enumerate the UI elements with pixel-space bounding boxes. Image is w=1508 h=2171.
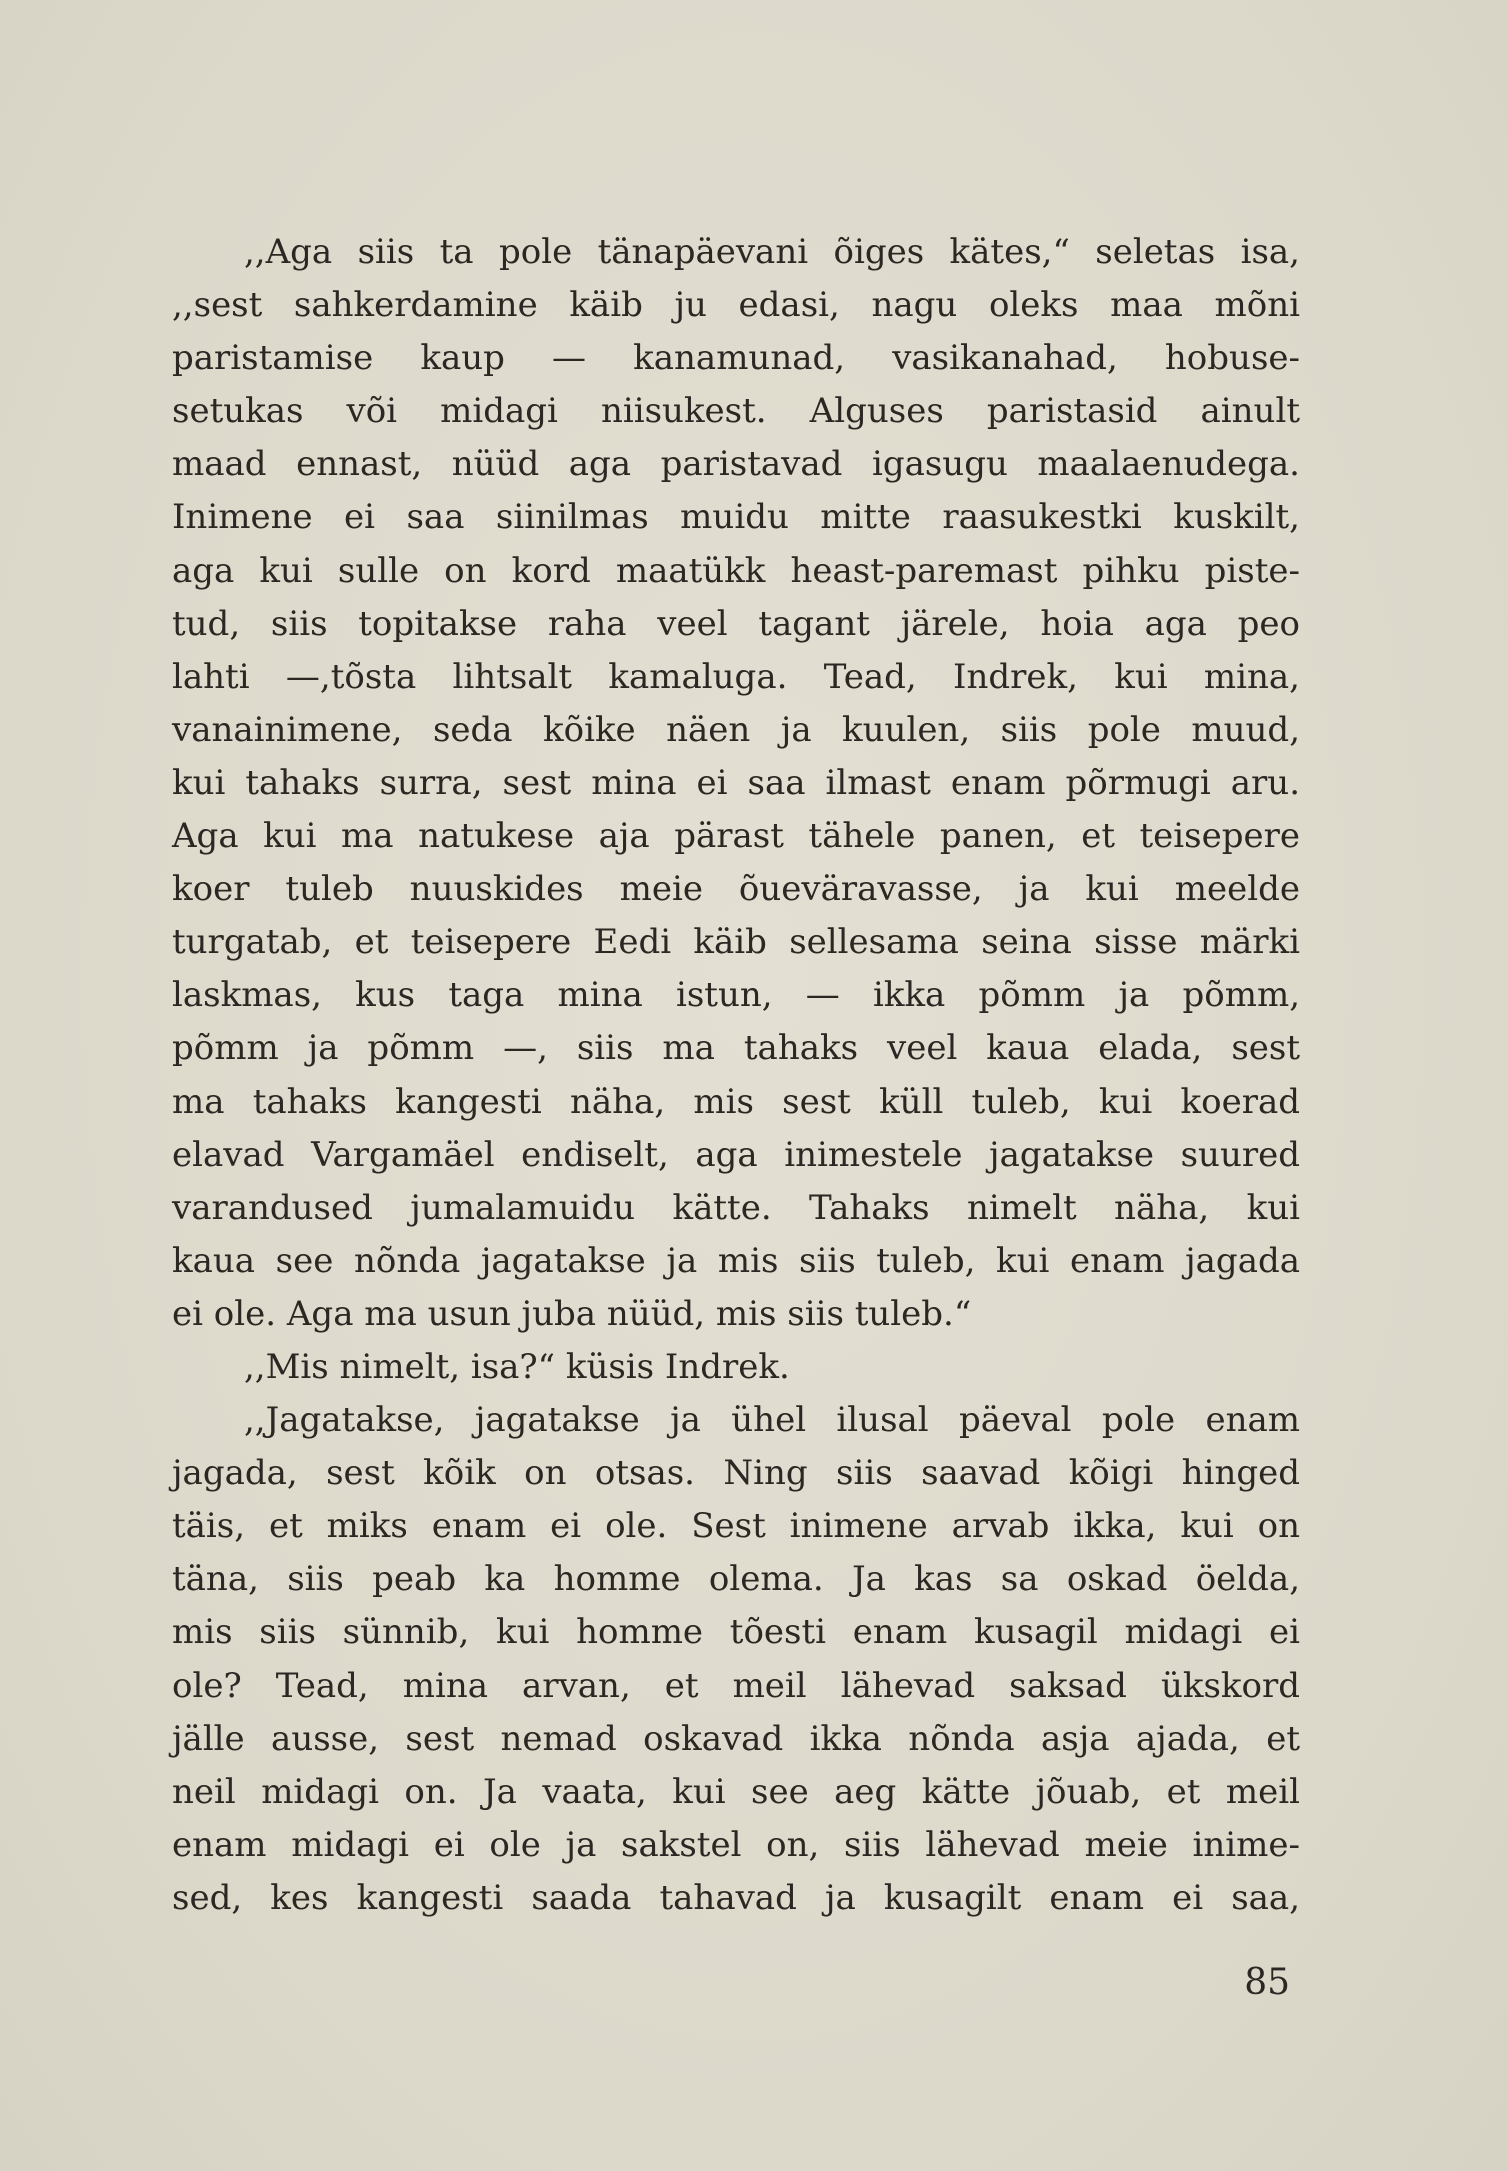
text-line: turgatab, et teisepere Eedi käib sellesama seina sisse märki	[172, 922, 1300, 963]
text-line: ,,Aga siis ta pole tänapäevani õiges kätes,“ seletas isa,	[244, 232, 1300, 272]
body-text	[172, 226, 1300, 1925]
text-line: põmm ja põmm —, siis ma tahaks veel kaua elada, sest	[172, 1028, 1300, 1069]
text-line: enam midagi ei ole ja sakstel on, siis lähevad meie inime-	[172, 1824, 1300, 1865]
text-line: kaua see nõnda jagatakse ja mis siis tuleb, kui enam jagada	[172, 1240, 1300, 1281]
text-line: tud, siis topitakse raha veel tagant järele, hoia aga peo	[172, 603, 1300, 644]
text-line: täna, siis peab ka homme olema. Ja kas sa oskad öelda,	[172, 1559, 1300, 1600]
text-line: mis siis sünnib, kui homme tõesti enam kusagil midagi ei	[172, 1612, 1300, 1653]
text-line: setukas või midagi niisukest. Alguses paristasid ainult	[172, 391, 1300, 432]
text-line: aga kui sulle on kord maatükk heast-paremast pihku piste-	[172, 550, 1300, 591]
text-line: täis, et miks enam ei ole. Sest inimene arvab ikka, kui on	[172, 1506, 1300, 1547]
text-line: sed, kes kangesti saada tahavad ja kusagilt enam ei saa,	[172, 1877, 1300, 1918]
text-line: Inimene ei saa siinilmas muidu mitte raasukestki kuskilt,	[172, 497, 1300, 538]
text-line: ,,sest sahkerdamine käib ju edasi, nagu oleks maa mõni	[172, 285, 1300, 326]
text-line: jagada, sest kõik on otsas. Ning siis saavad kõigi hinged	[172, 1453, 1300, 1494]
text-line: ,,Jagatakse, jagatakse ja ühel ilusal päeval pole enam	[244, 1400, 1300, 1441]
text-line: jälle ausse, sest nemad oskavad ikka nõnda asja ajada, et	[172, 1718, 1300, 1759]
text-line: varandused jumalamuidu kätte. Tahaks nimelt näha, kui	[172, 1187, 1300, 1228]
text-line: Aga kui ma natukese aja pärast tähele panen, et teisepere	[172, 816, 1300, 857]
page-number: 85	[1244, 1962, 1290, 2003]
text-line: kui tahaks surra, sest mina ei saa ilmast enam põrmugi aru.	[172, 762, 1300, 803]
text-line: vanainimene, seda kõike näen ja kuulen, siis pole muud,	[172, 709, 1300, 750]
text-line: ma tahaks kangesti näha, mis sest küll tuleb, kui koerad	[172, 1081, 1300, 1122]
text-line: ,,Mis nimelt, isa?“ küsis Indrek.	[244, 1346, 790, 1387]
text-line: paristamise kaup — kanamunad, vasikanahad, hobuse-	[172, 338, 1300, 379]
text-line: maad ennast, nüüd aga paristavad igasugu maalaenudega.	[172, 444, 1300, 485]
text-line: elavad Vargamäel endiselt, aga inimestele jagatakse suured	[172, 1134, 1300, 1175]
text-line: lahti —,tõsta lihtsalt kamaluga. Tead, Indrek, kui mina,	[172, 656, 1300, 697]
text-line: koer tuleb nuuskides meie õueväravasse, ja kui meelde	[172, 869, 1300, 910]
text-line: ole? Tead, mina arvan, et meil lähevad saksad ükskord	[172, 1665, 1300, 1706]
text-line: neil midagi on. Ja vaata, kui see aeg kätte jõuab, et meil	[172, 1771, 1300, 1812]
text-line: ei ole. Aga ma usun juba nüüd, mis siis tuleb.“	[172, 1293, 972, 1334]
text-line: laskmas, kus taga mina istun, — ikka põmm ja põmm,	[172, 975, 1300, 1016]
